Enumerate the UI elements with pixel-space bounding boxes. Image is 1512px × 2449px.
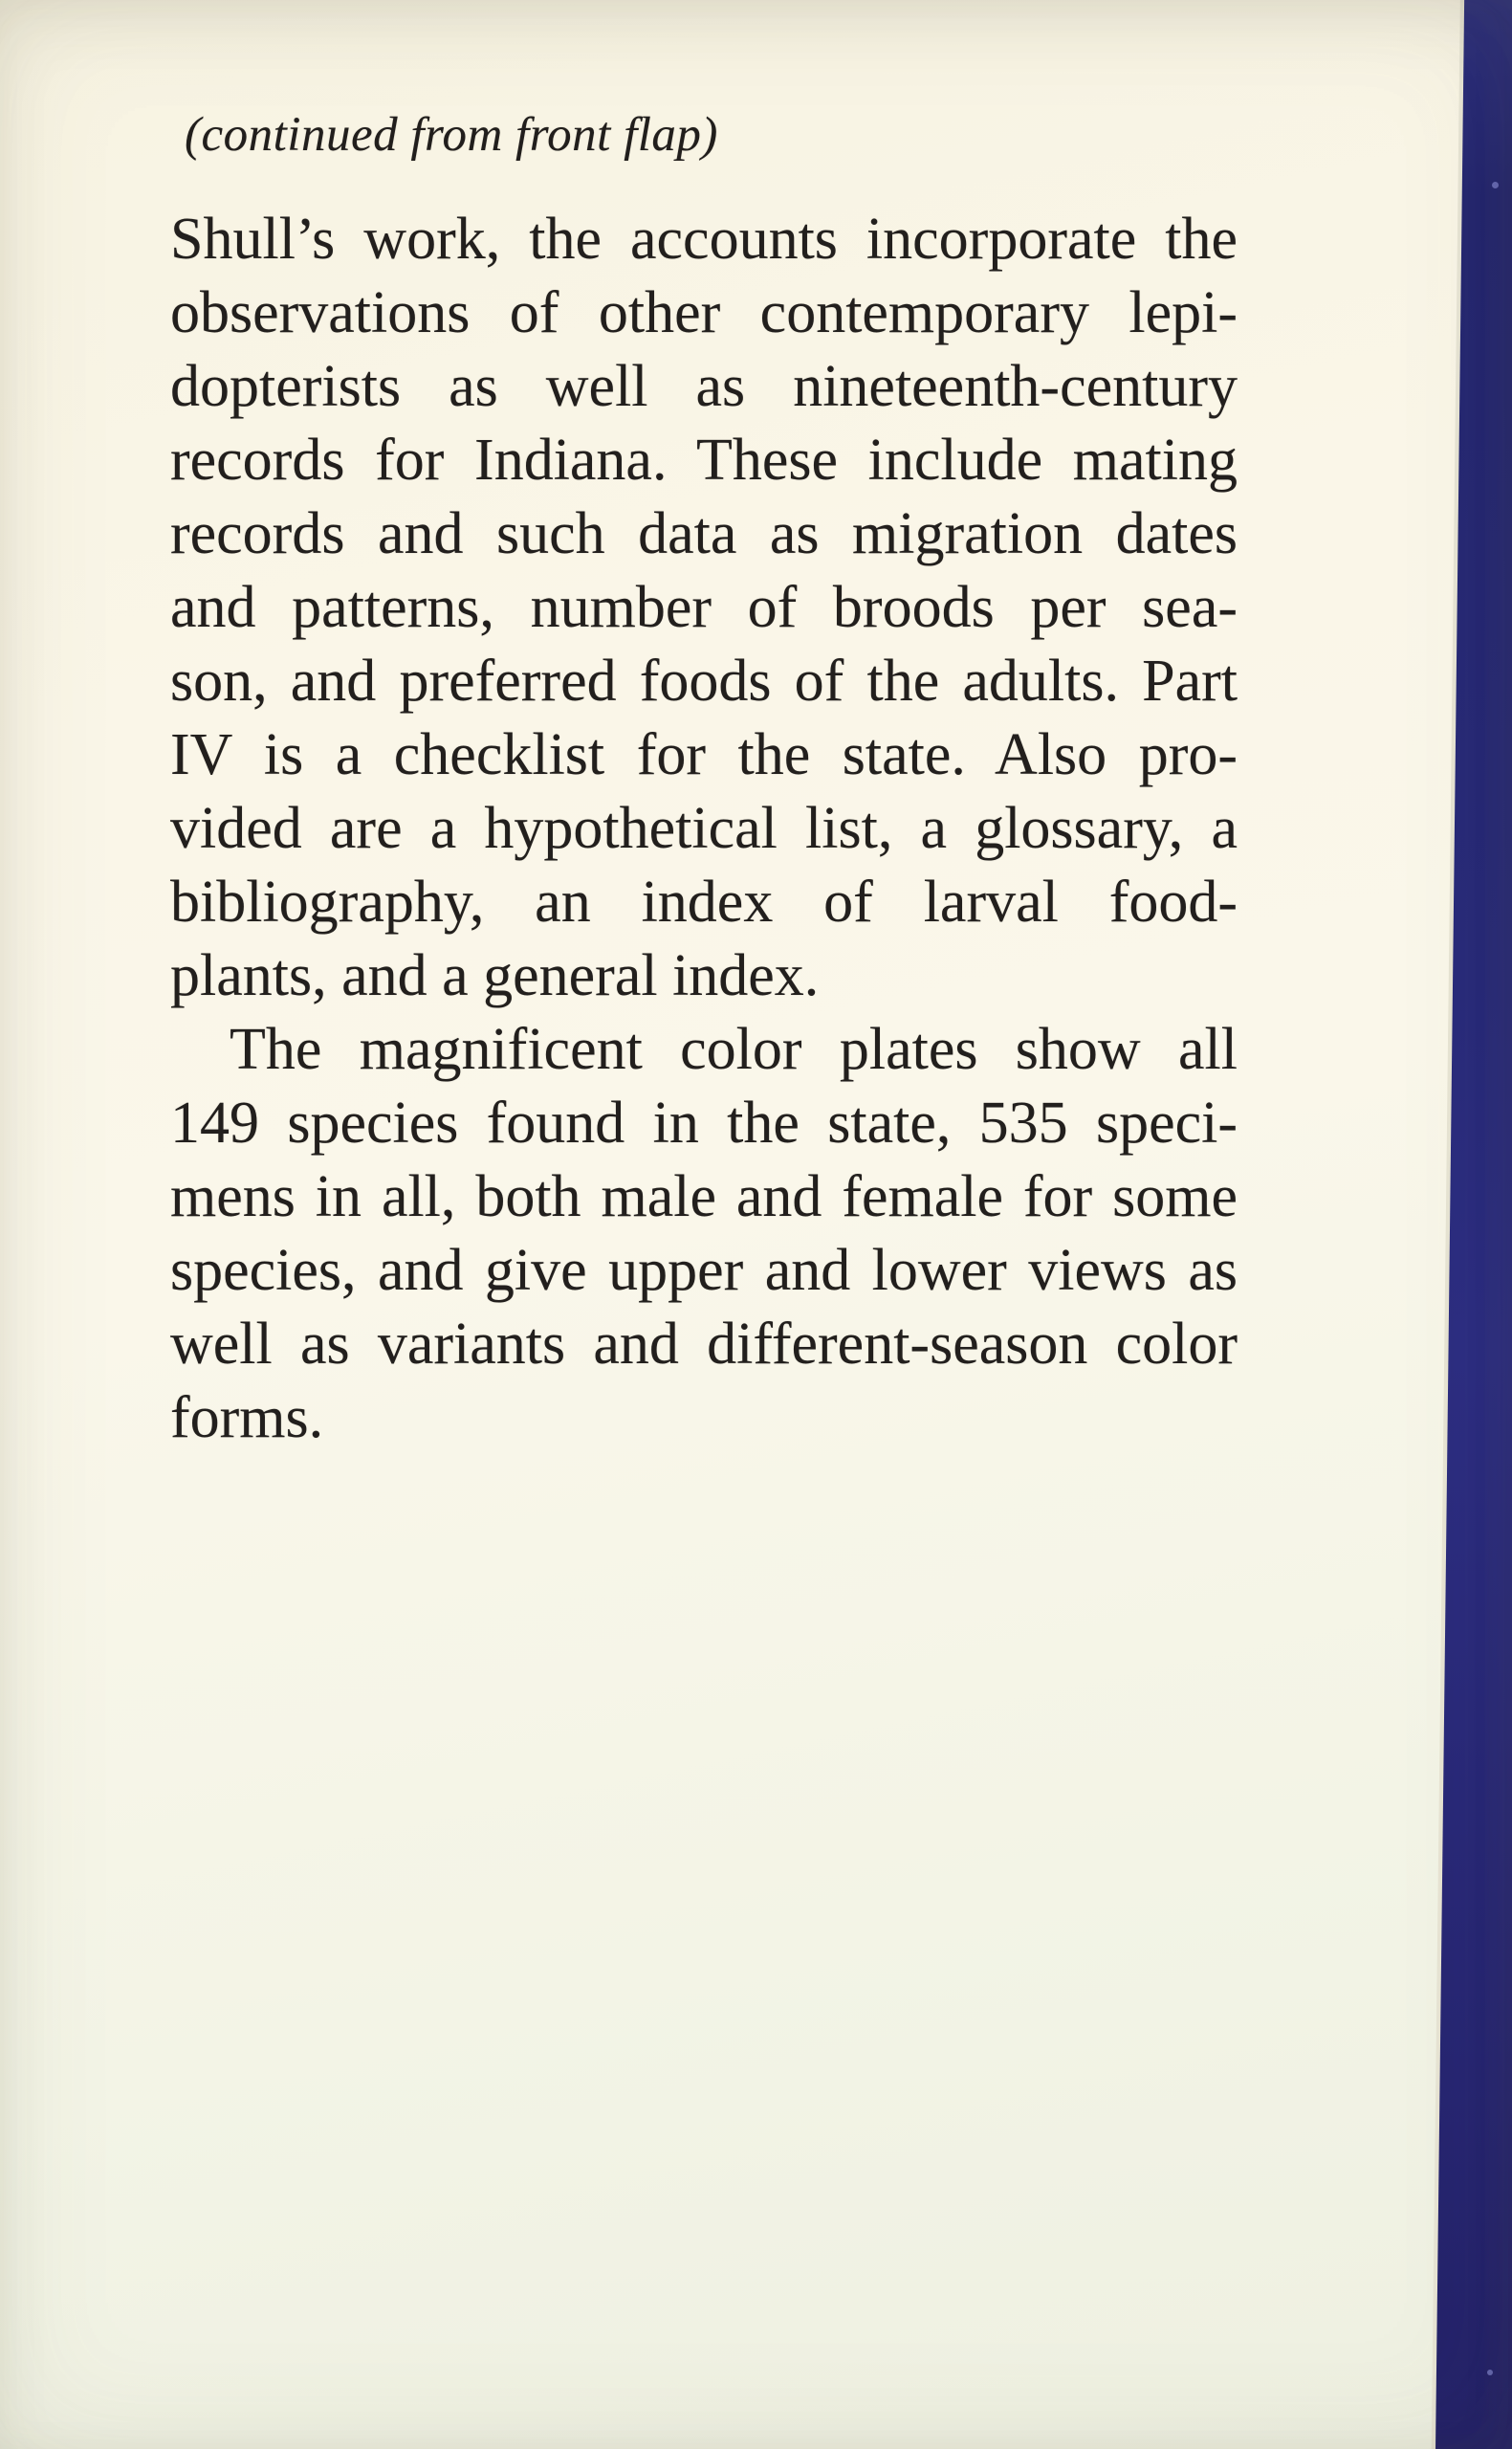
flap-text-line: dopterists as well as nineteenth-century <box>170 354 1238 419</box>
flap-text-line: The magnificent color plates show all <box>230 1017 1238 1082</box>
flap-text-line: observations of other contemporary lepi- <box>170 280 1238 345</box>
flap-text-line: 149 species found in the state, 535 speci- <box>170 1091 1238 1156</box>
dust-speck <box>1487 2370 1493 2375</box>
flap-text-line: well as variants and different-season color <box>170 1312 1238 1377</box>
flap-text-line: IV is a checklist for the state. Also pro- <box>170 722 1238 787</box>
dust-speck <box>1492 182 1499 188</box>
flap-body-text <box>170 203 1238 1455</box>
flap-text-line: Shull’s work, the accounts incorporate the <box>170 207 1238 272</box>
blue-cover-cloth <box>1430 0 1512 2449</box>
continuation-note: (continued from front flap) <box>185 108 718 162</box>
flap-text-line: and patterns, number of broods per sea- <box>170 575 1238 640</box>
flap-text-line: vided are a hypothetical list, a glossary, a <box>170 796 1238 861</box>
flap-text-line: records and such data as migration dates <box>170 501 1238 566</box>
flap-text-line: mens in all, both male and female for some <box>170 1164 1238 1229</box>
book-cover-spine-edge <box>1430 0 1512 2449</box>
flap-text-line: species, and give upper and lower views as <box>170 1238 1238 1303</box>
flap-text-line: son, and preferred foods of the adults. Part <box>170 649 1238 714</box>
flap-text-line: plants, and a general index. <box>170 943 820 1008</box>
flap-text-line: forms. <box>170 1385 324 1450</box>
flap-text-line: records for Indiana. These include mating <box>170 428 1238 493</box>
flap-text-line: bibliography, an index of larval food- <box>170 870 1238 935</box>
